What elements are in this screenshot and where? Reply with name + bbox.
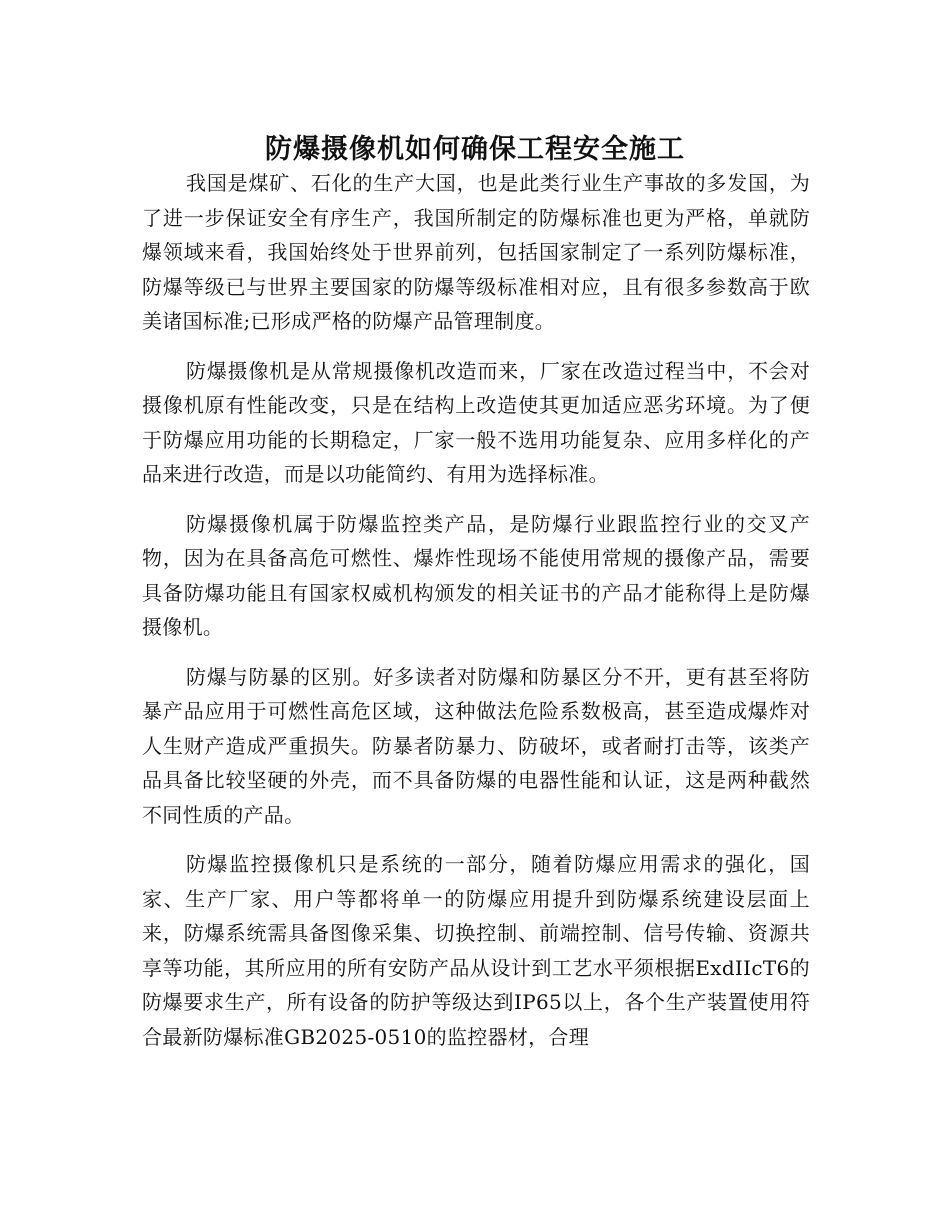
paragraph-5: 防爆监控摄像机只是系统的一部分，随着防爆应用需求的强化，国家、生产厂家、用户等都将单一的防爆应用提升到防爆系统建设层面上来，防爆系统需具备图像采集、切换控制、前端控制、信号传输、资源共享等功能，其所应用的所有安防产品从设计到工艺水平须根据ExdIIcT6的防爆要求生产，所有设备的防护等级达到IP65以上，各个生产装置使用符合最新防爆标准GB2025-0510的监控器材，合理: [142, 852, 810, 1049]
paragraph-3: 防爆摄像机属于防爆监控类产品，是防爆行业跟监控行业的交叉产物，因为在具备高危可燃性、爆炸性现场不能使用常规的摄像产品，需要具备防爆功能且有国家权威机构颁发的相关证书的产品才能称得上是防爆摄像机。: [142, 511, 810, 639]
paragraph-1: 我国是煤矿、石化的生产大国，也是此类行业生产事故的多发国，为了进一步保证安全有序生产，我国所制定的防爆标准也更为严格，单就防爆领域来看，我国始终处于世界前列，包括国家制定了一系列防爆标准，防爆等级已与世界主要国家的防爆等级标准相对应，且有很多参数高于欧美诸国标准;已形成严格的防爆产品管理制度。: [142, 171, 810, 333]
paragraph-2: 防爆摄像机是从常规摄像机改造而来，厂家在改造过程当中，不会对摄像机原有性能改变，只是在结构上改造使其更加适应恶劣环境。为了便于防爆应用功能的长期稳定，厂家一般不选用功能复杂、应用多样化的产品来进行改造，而是以功能简约、有用为选择标准。: [142, 358, 810, 486]
paragraph-4: 防爆与防暴的区别。好多读者对防爆和防暴区分不开，更有甚至将防暴产品应用于可燃性高危区域，这种做法危险系数极高，甚至造成爆炸对人生财产造成严重损失。防暴者防暴力、防破坏，或者耐打击等，该类产品具备比较坚硬的外壳，而不具备防爆的电器性能和认证，这是两种截然不同性质的产品。: [142, 664, 810, 827]
document-body: [142, 166, 810, 1069]
document-title: 防爆摄像机如何确保工程安全施工: [265, 134, 685, 166]
